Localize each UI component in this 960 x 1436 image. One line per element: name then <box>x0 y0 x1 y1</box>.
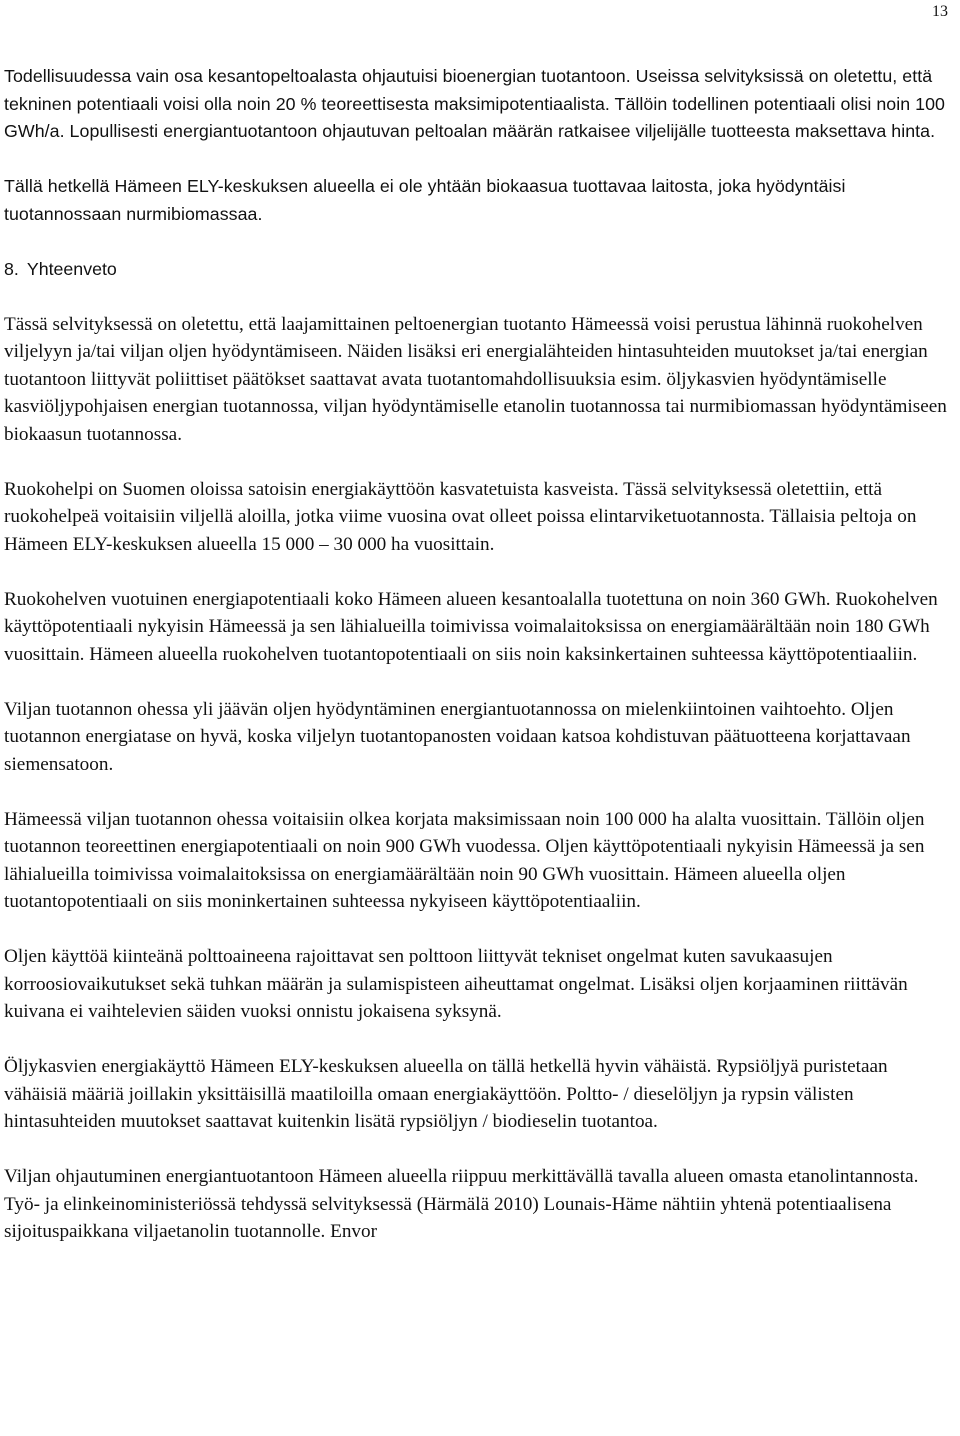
paragraph-straw-limitations: Oljen käyttöä kiinteänä polttoaineena rajoittavat sen polttoon liittyvät tekniset ongelmat kuten savukaasujen korroosiovaikutukset sekä tuhkan määrän ja sulamispisteen aiheuttamat ongelmat. Lisäksi oljen korjaaminen riittävän kuivana ei vaihtelevien säiden vuoksi onnistu jokaisena syksynä. <box>4 946 908 1022</box>
paragraph-reed-potential: Ruokohelven vuotuinen energiapotentiaali koko Hämeen alueen kesantoalalla tuotettuna on noin 360 GWh. Ruokohelven käyttöpotentiaali nykyisin Hämeessä ja sen lähialueilla toimivissa voimalaitoksissa on energiamäärältään noin 180 GWh vuosittain. Hämeen alueella ruokohelven tuotantopotentiaali on siis noin kaksinkertainen suhteessa käyttöpotentiaaliin. <box>4 588 938 665</box>
intro-paragraph-1: Todellisuudessa vain osa kesantopeltoalasta ohjautuisi bioenergian tuotantoon. Useissa selvityksissä on oletettu, että tekninen potentiaali voisi olla noin 20 % teoreettisesta maksimipotentiaalista. Tällöin todellinen potentiaali olisi noin 100 GWh/a. Lopullisesti energiantuotantoon ohjautuvan peltoalan määrän ratkaisee viljelijälle tuotteesta maksettava hinta. <box>4 66 945 141</box>
section-title: Yhteenveto <box>26 258 117 279</box>
section-heading <box>4 256 954 284</box>
paragraph-reed-canary-grass: Ruokohelpi on Suomen oloissa satoisin energiakäyttöön kasvatetuista kasveista. Tässä selvityksessä oletettiin, että ruokohelpeä voitaisiin viljellä aloilla, jotka viime vuosina ovat olleet poissa elintarviketuotannosta. Tällaisia peltoja on Hämeen ELY-keskuksen alueella 15 000 – 30 000 ha vuosittain. <box>4 478 917 555</box>
paragraph-grain-ethanol: Viljan ohjautuminen energiantuotantoon Hämeen alueella riippuu merkittävällä tavalla alueen omasta etanolintannosta. Työ- ja elinkeinoministeriössä tehdyssä selvityksessä (Härmälä 2010) Lounais-Häme nähtiin yhtenä potentiaalisena sijoituspaikkana viljaetanolin tuotannolle. Envor <box>4 1166 919 1242</box>
section-number: 8. <box>4 258 19 279</box>
intro-paragraph-2: Tällä hetkellä Hämeen ELY-keskuksen alueella ei ole yhtään biokaasua tuottavaa laitosta, joka hyödyntäisi tuotannossaan nurmibiomassaa. <box>4 176 846 224</box>
paragraph-straw-potential: Hämeessä viljan tuotannon ohessa voitaisiin olkea korjata maksimissaan noin 100 000 ha alalta vuosittain. Tällöin oljen tuotannon teoreettinen energiapotentiaali on noin 900 GWh vuodessa. Oljen käyttöpotentiaali nykyisin Hämeessä ja sen lähialueilla toimivissa voimalaitoksissa on energiamäärältään noin 90 GWh vuosittain. Hämeen alueella oljen tuotantopotentiaali on siis moninkertainen suhteessa nykyiseen käyttöpotentiaaliin. <box>4 808 925 912</box>
paragraph-straw-intro: Viljan tuotannon ohessa yli jäävän oljen hyödyntäminen energiantuotannossa on mielenkiintoinen vaihtoehto. Oljen tuotannon energiatase on hyvä, koska viljelyn tuotantopanosten voidaan katsoa kohdistuvan päätuotteena korjattavaan siemensatoon. <box>4 698 911 775</box>
page-number: 13 <box>932 3 948 20</box>
document-body <box>4 63 954 1246</box>
paragraph-oilseed: Öljykasvien energiakäyttö Hämeen ELY-keskuksen alueella on tällä hetkellä hyvin vähäistä. Rypsiöljyä puristetaan vähäisiä määriä joillakin yksittäisillä maatiloilla omaan energiakäyttöön. Poltto- / dieselöljyn ja rypsin välisten hintasuhteiden muutokset saattavat kuitenkin lisätä rypsiöljyn / biodieselin tuotantoa. <box>4 1056 888 1132</box>
paragraph-summary: Tässä selvityksessä on oletettu, että laajamittainen peltoenergian tuotanto Hämeessä voisi perustua lähinnä ruokohelven viljelyyn ja/tai viljan oljen hyödyntämiseen. Näiden lisäksi eri energialähteiden hintasuhteiden muutokset ja/tai energian tuotantoon liittyvät poliittiset päätökset saattavat avata tuotantomahdollisuuksia esim. öljykasvien hyödyntämiselle kasviöljypohjaisen energian tuotannossa, viljan hyödyntämiselle etanolin tuotannossa tai nurmibiomassan hyödyntämiseen biokaasun tuotannossa. <box>4 313 947 445</box>
